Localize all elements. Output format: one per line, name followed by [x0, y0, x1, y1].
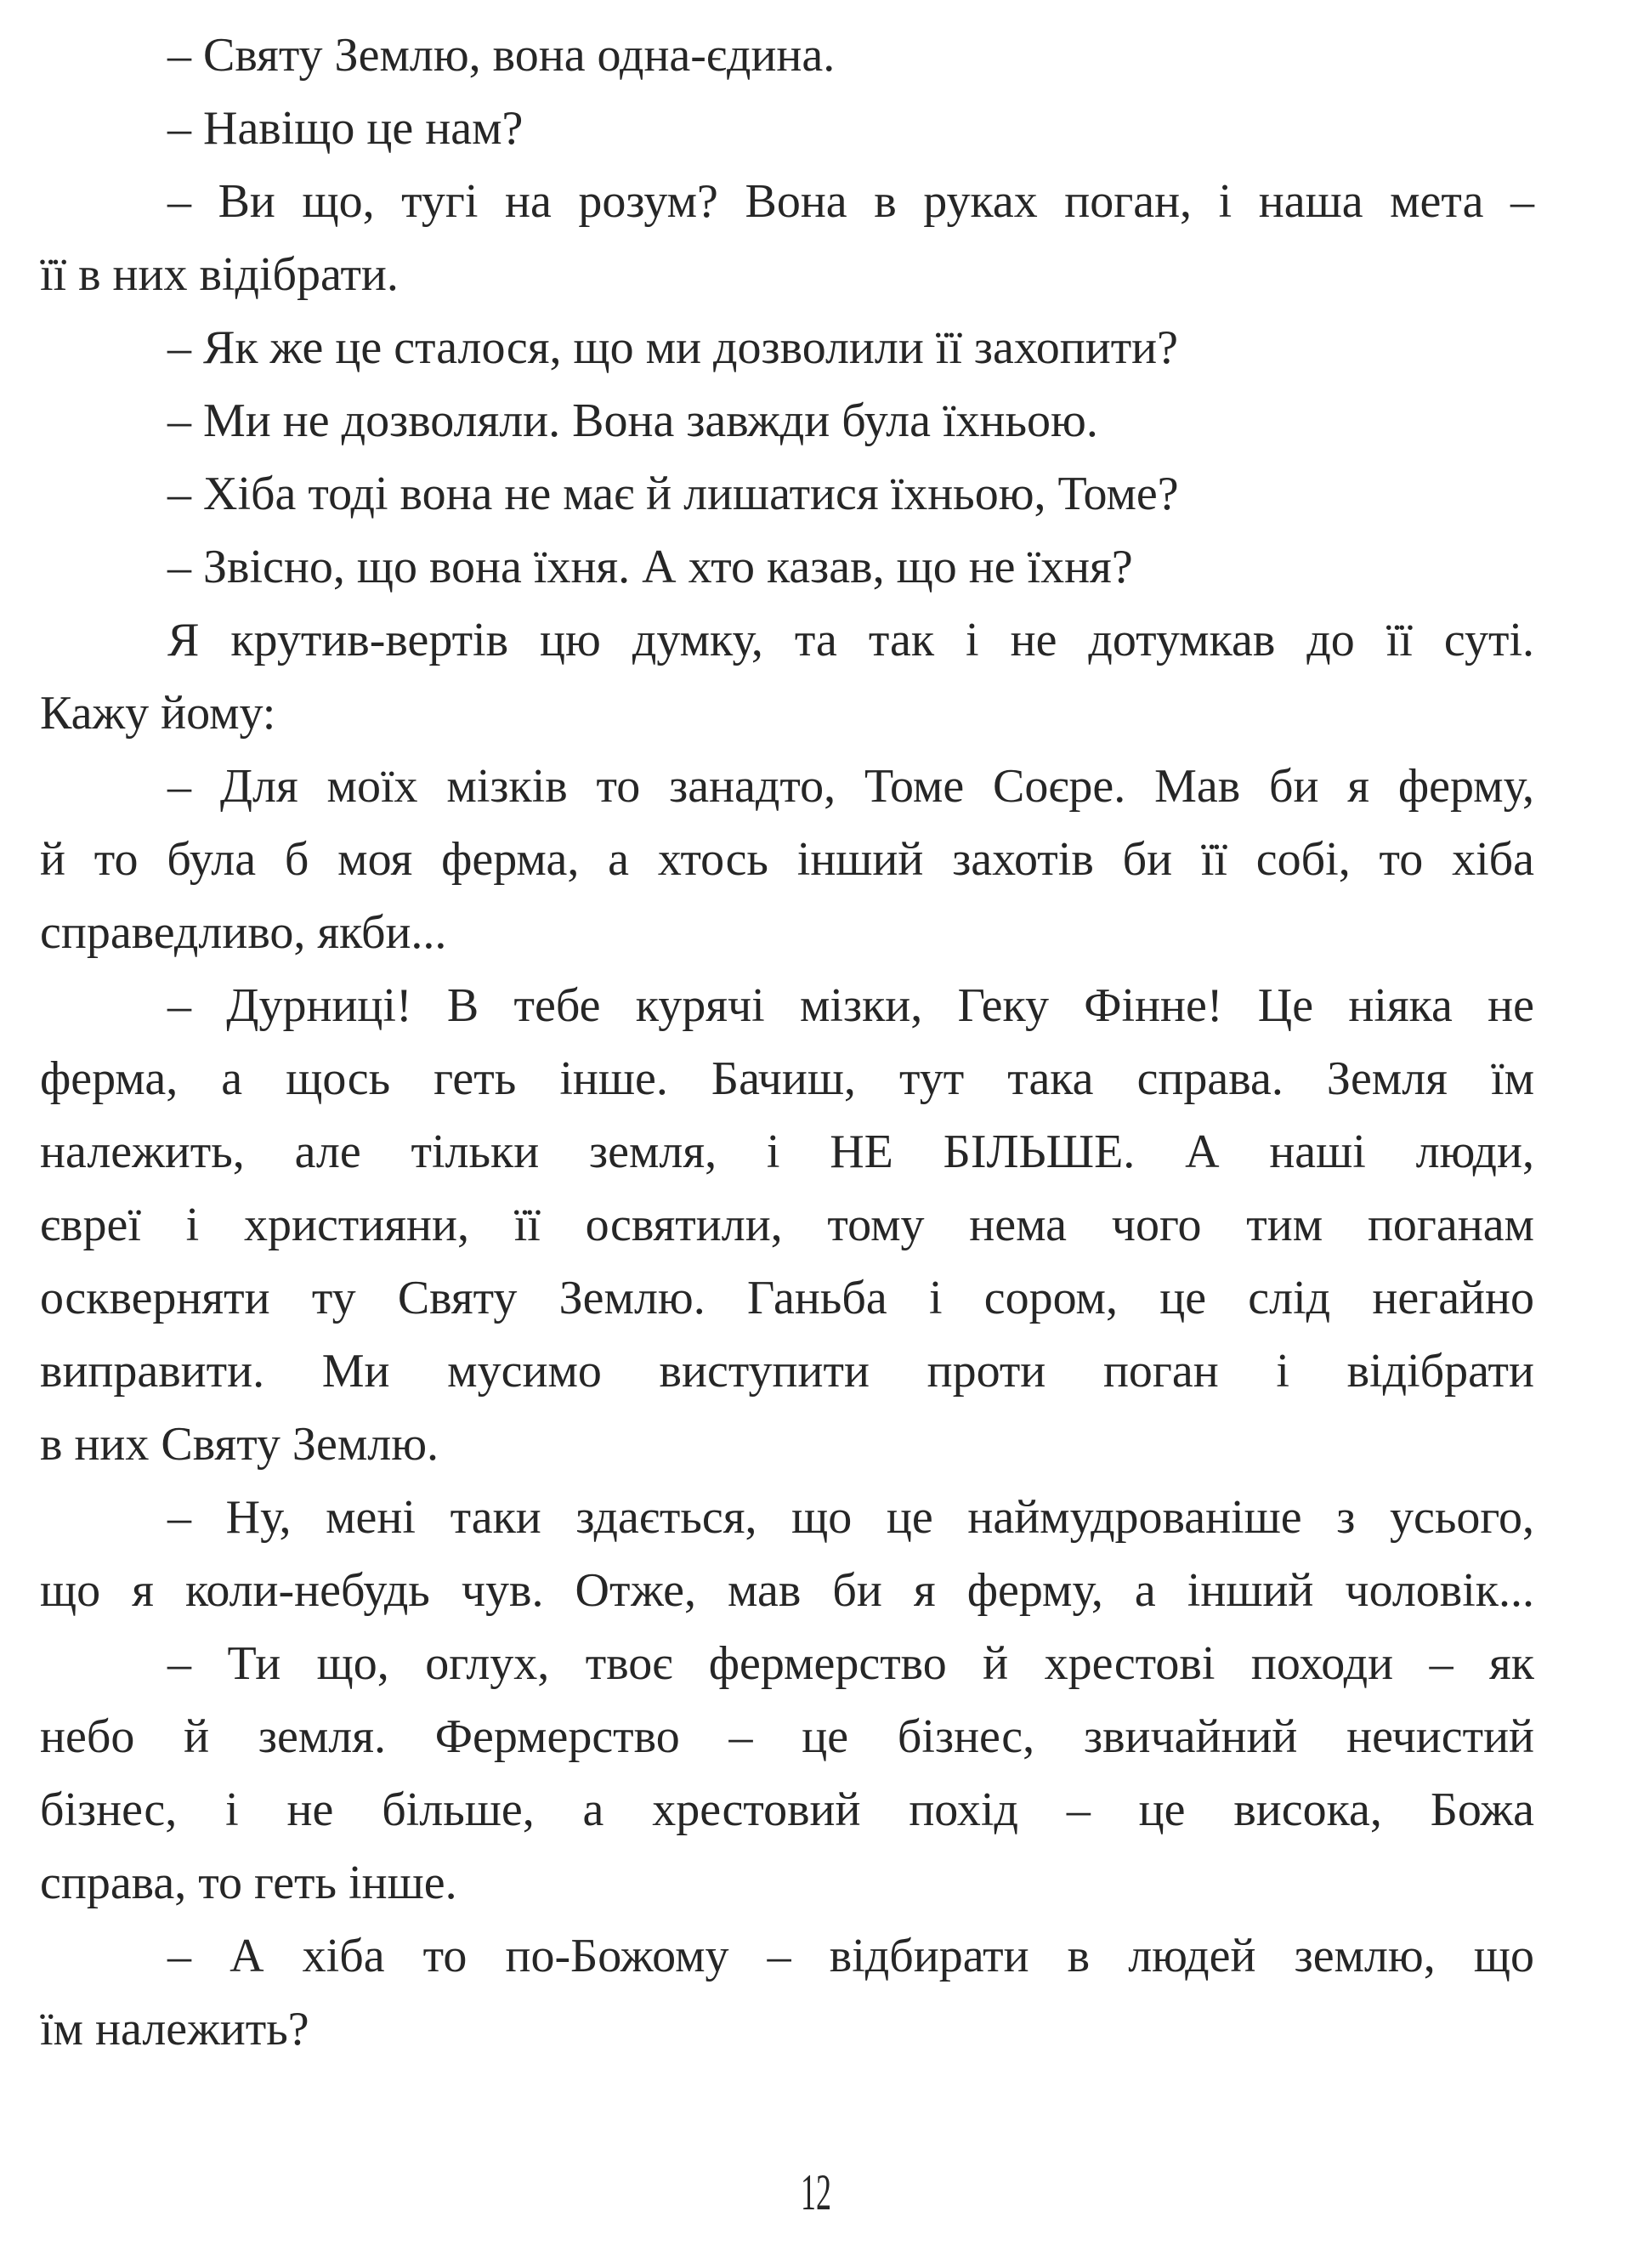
text-line: – Звісно, що вона їхня. А хто казав, що не їхня? — [167, 541, 1133, 593]
text-line: належить, але тільки земля, і НЕ БІЛЬШЕ. А наші люди, — [40, 1125, 1534, 1178]
text-line: – Хіба тоді вона не має й лишатися їхньою, Томе? — [167, 468, 1179, 520]
text-line: – Ми не дозволяли. Вона завжди була їхньою. — [167, 394, 1098, 447]
text-line: ферма, а щось геть інше. Бачиш, тут така справа. Земля їм — [40, 1052, 1534, 1105]
text-line: справедливо, якби... — [40, 906, 447, 959]
text-line: – Ну, мені таки здається, що це наймудрованіше з усього, — [167, 1491, 1534, 1544]
text-line: їм належить? — [40, 2003, 309, 2055]
text-line: – Дурниці! В тебе курячі мізки, Геку Фінне! Це ніяка не — [167, 979, 1534, 1032]
text-line: виправити. Ми мусимо виступити проти поган і відібрати — [40, 1345, 1534, 1398]
page-number: 12 — [801, 2164, 831, 2220]
text-line: Кажу йому: — [40, 687, 276, 740]
text-line: – Як же це сталося, що ми дозволили її захопити? — [167, 321, 1178, 374]
text-line: – А хіба то по-Божому – відбирати в людей землю, що — [167, 1930, 1534, 1982]
text-line: Я крутив-вертів цю думку, та так і не дотумкав до її суті. — [167, 614, 1534, 666]
page-body-text — [40, 19, 1534, 2066]
text-line: – Ти що, оглух, твоє фермерство й хрестові походи – як — [167, 1637, 1534, 1690]
text-line: в них Святу Землю. — [40, 1418, 439, 1471]
text-line: євреї і християни, її освятили, тому нема чого тим поганам — [40, 1199, 1534, 1251]
text-line: небо й земля. Фермерство – це бізнес, звичайний нечистий — [40, 1710, 1534, 1763]
text-line: справа, то геть інше. — [40, 1857, 457, 1909]
text-line: – Святу Землю, вона одна-єдина. — [167, 29, 836, 82]
text-line: бізнес, і не більше, а хрестовий похід – це висока, Божа — [40, 1783, 1534, 1836]
text-line: оскверняти ту Святу Землю. Ганьба і сором, це слід негайно — [40, 1272, 1534, 1324]
text-line: й то була б моя ферма, а хтось інший захотів би її собі, то хіба — [40, 833, 1534, 886]
text-line: – Ви що, тугі на розум? Вона в руках поган, і наша мета – — [167, 175, 1534, 228]
text-line: – Для моїх мізків то занадто, Томе Соєре. Мав би я ферму, — [167, 760, 1534, 813]
text-line: – Навіщо це нам? — [167, 102, 524, 155]
text-line: її в них відібрати. — [40, 248, 399, 301]
text-line: що я коли-небудь чув. Отже, мав би я ферму, а інший чоловік... — [40, 1564, 1534, 1617]
